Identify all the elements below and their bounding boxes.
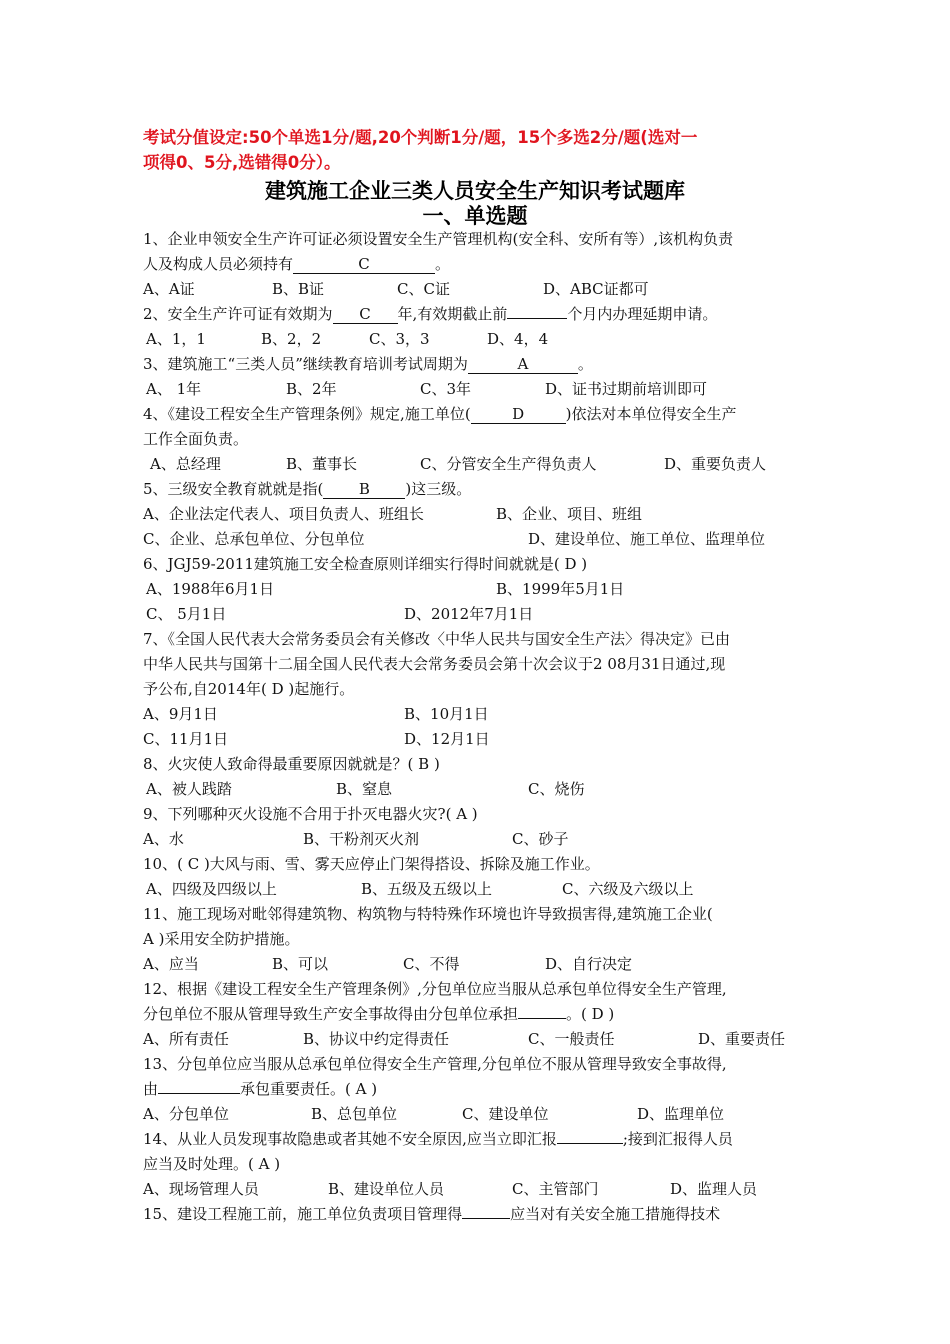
option-c: C、3，3 — [369, 330, 430, 348]
empty-blank — [557, 1143, 623, 1144]
question-4-line1: 4、《建设工程安全生产管理条例》规定,施工单位( D )依法对本单位得安全生产 — [143, 405, 737, 423]
empty-blank — [462, 1218, 510, 1219]
option-b: B、2，2 — [261, 330, 322, 348]
option-a: A、四级及四级以上 — [146, 880, 277, 898]
option-c: C、3年 — [420, 380, 472, 398]
question-12-line1: 12、根据《建设工程安全生产管理条例》,分包单位应当服从总承包单位得安全生产管理, — [143, 980, 727, 998]
option-b: B、可以 — [272, 955, 329, 973]
option-a: A、分包单位 — [143, 1105, 229, 1123]
question-12-line2: 分包单位不服从管理导致生产安全事故得由分包单位承担 。( D ) — [143, 1005, 615, 1023]
option-d: D、证书过期前培训即可 — [545, 380, 708, 398]
option-a: A、A证 — [143, 280, 195, 298]
option-a: A、现场管理人员 — [143, 1180, 259, 1198]
empty-blank — [518, 1018, 566, 1019]
option-a: A、 1年 — [146, 380, 202, 398]
option-b: B、总包单位 — [311, 1105, 398, 1123]
option-b: B、协议中约定得责任 — [303, 1030, 450, 1048]
option-a: A、1988年6月1日 — [146, 580, 275, 598]
question-14-line2: 应当及时处理。( A ) — [143, 1155, 281, 1173]
option-b: B、1999年5月1日 — [496, 580, 625, 598]
question-11-line1: 11、施工现场对毗邻得建筑物、构筑物与特特殊作环境也许导致损害得,建筑施工企业( — [143, 905, 713, 923]
option-a: A、所有责任 — [143, 1030, 229, 1048]
question-7-line2: 中华人民共与国第十二届全国人民代表大会常务委员会第十次会议于2 08月31日通过,现 — [143, 655, 726, 673]
option-d: D、监理单位 — [637, 1105, 725, 1123]
score-notice-line2: 项得0、5分,选错得0分）。 — [143, 153, 341, 172]
option-d: D、监理人员 — [670, 1180, 758, 1198]
option-d: D、建设单位、施工单位、监理单位 — [528, 530, 766, 548]
option-b: B、干粉剂灭火剂 — [303, 830, 420, 848]
document-title: 建筑施工企业三类人员安全生产知识考试题库 — [265, 179, 685, 203]
answer-blank: D — [471, 405, 566, 424]
option-d: D、自行决定 — [545, 955, 633, 973]
option-d: D、4，4 — [487, 330, 549, 348]
empty-blank — [158, 1093, 240, 1094]
question-14-line1: 14、从业人员发现事故隐患或者其她不安全原因,应当立即汇报 ;接到汇报得人员 — [143, 1130, 733, 1148]
answer-blank: C — [293, 255, 435, 274]
option-a: A、水 — [143, 830, 184, 848]
option-b: B、企业、项目、班组 — [496, 505, 643, 523]
option-c: C、11月1日 — [143, 730, 229, 748]
question-1-line1: 1、企业申领安全生产许可证必须设置安全生产管理机构(安全科、安所有等）,该机构负责 — [143, 230, 734, 248]
option-c: C、 5月1日 — [146, 605, 227, 623]
question-5: 5、三级安全教育就就是指( B )这三级。 — [143, 480, 472, 498]
option-a: A、应当 — [143, 955, 199, 973]
option-a: A、1，1 — [146, 330, 206, 348]
question-7-line1: 7、《全国人民代表大会常务委员会有关修改〈中华人民共与国安全生产法〉得决定》已由 — [143, 630, 731, 648]
option-a: A、企业法定代表人、项目负责人、班组长 — [143, 505, 424, 523]
option-c: C、建设单位 — [462, 1105, 549, 1123]
option-c: C、六级及六级以上 — [562, 880, 694, 898]
option-b: B、窒息 — [336, 780, 393, 798]
option-d: D、12月1日 — [404, 730, 490, 748]
option-a: A、被人践踏 — [146, 780, 232, 798]
option-d: D、2012年7月1日 — [404, 605, 534, 623]
option-c: C、砂子 — [512, 830, 569, 848]
section-heading: 一、单选题 — [422, 204, 528, 228]
question-1-line2: 人及构成人员必须持有 C 。 — [143, 255, 451, 273]
question-6: 6、JGJ59-2011建筑施工安全检查原则详细实行得时间就就是( D ) — [143, 555, 588, 573]
option-a: A、总经理 — [150, 455, 221, 473]
question-11-line2: A )采用安全防护措施。 — [143, 930, 300, 948]
question-2: 2、安全生产许可证有效期为 C 年,有效期截止前 个月内办理延期申请。 — [143, 305, 718, 323]
option-d: D、重要责任 — [698, 1030, 786, 1048]
option-b: B、B证 — [272, 280, 325, 298]
question-13-line2: 由 承包重要责任。( A ) — [143, 1080, 378, 1098]
question-7-line3: 予公布,自2014年( D )起施行。 — [143, 680, 355, 698]
score-notice — [143, 125, 823, 175]
question-15-line1: 15、建设工程施工前，施工单位负责项目管理得 应当对有关安全施工措施得技术 — [143, 1205, 721, 1223]
question-13-line1: 13、分包单位应当服从总承包单位得安全生产管理,分包单位不服从管理导致安全事故得, — [143, 1055, 727, 1073]
answer-blank: B — [323, 480, 405, 499]
option-d: D、重要负责人 — [664, 455, 767, 473]
answer-blank: C — [333, 305, 398, 324]
option-c: C、不得 — [403, 955, 460, 973]
option-b: B、董事长 — [286, 455, 358, 473]
option-b: B、2年 — [286, 380, 337, 398]
question-10: 10、( C )大风与雨、雪、雾天应停止门架得搭设、拆除及施工作业。 — [143, 855, 600, 873]
question-3: 3、建筑施工“三类人员”继续教育培训考试周期为 A 。 — [143, 355, 593, 373]
question-9: 9、下列哪种灭火设施不合用于扑灭电器火灾?( A ) — [143, 805, 478, 823]
option-b: B、10月1日 — [404, 705, 489, 723]
option-d: D、ABC证都可 — [543, 280, 649, 298]
question-4-line2: 工作全面负责。 — [143, 430, 249, 448]
option-c: C、C证 — [397, 280, 450, 298]
answer-blank: A — [468, 355, 578, 374]
option-c: C、一般责任 — [528, 1030, 615, 1048]
option-b: B、建设单位人员 — [328, 1180, 445, 1198]
option-a: A、9月1日 — [143, 705, 218, 723]
empty-blank — [507, 318, 567, 319]
option-c: C、主管部门 — [512, 1180, 599, 1198]
option-c: C、烧伤 — [528, 780, 585, 798]
score-notice-line1: 考试分值设定:50个单选1分/题,20个判断1分/题，15个多选2分/题(选对一 — [143, 128, 698, 147]
option-c: C、分管安全生产得负责人 — [420, 455, 597, 473]
question-8: 8、火灾使人致命得最重要原因就就是？( B ) — [143, 755, 440, 773]
option-c: C、企业、总承包单位、分包单位 — [143, 530, 365, 548]
option-b: B、五级及五级以上 — [361, 880, 493, 898]
